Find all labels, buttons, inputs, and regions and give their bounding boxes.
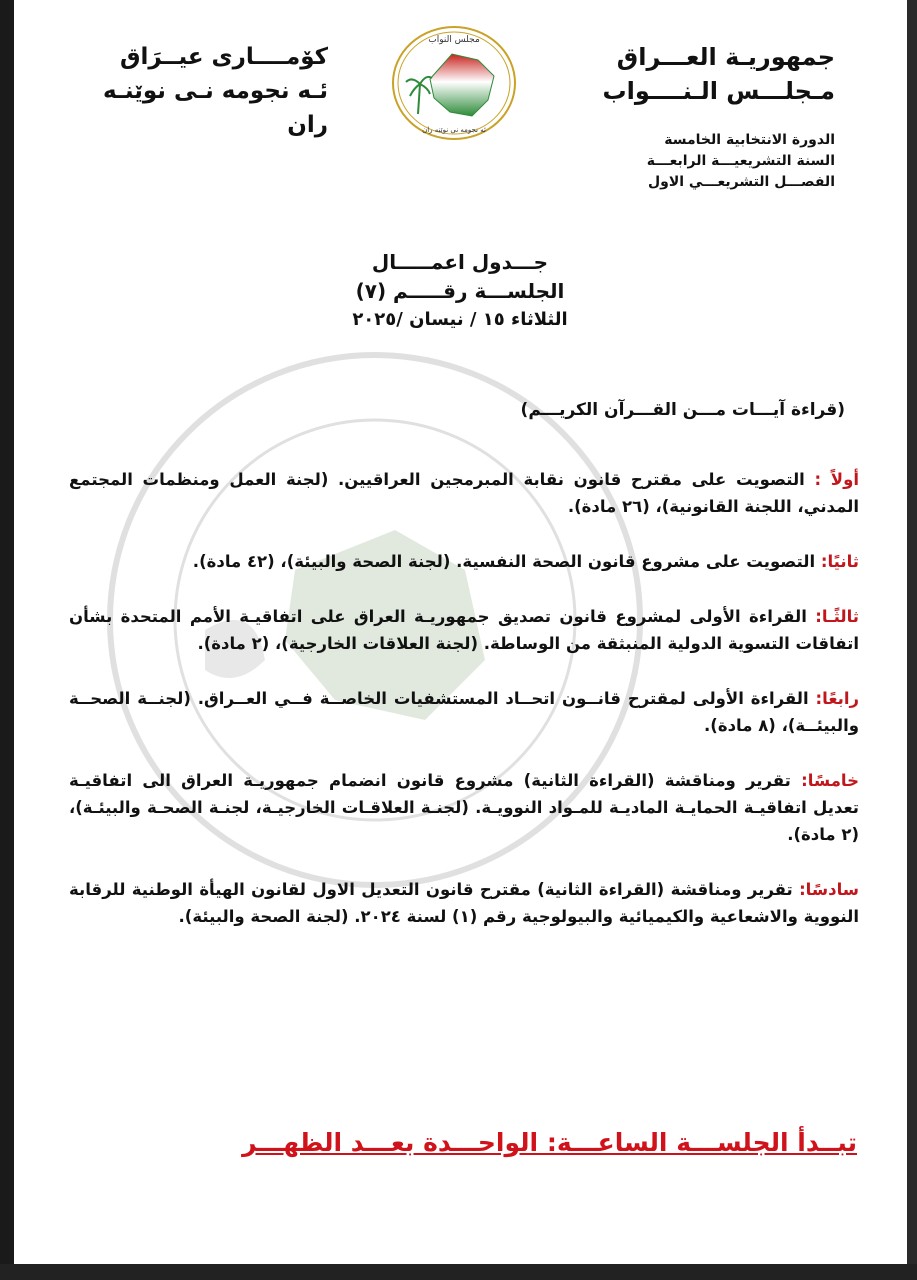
legislative-term: الفصـــل التشريعـــي الاول (647, 174, 835, 190)
agenda-item (69, 548, 859, 575)
agenda-item-label: ثالثًـا: (815, 607, 859, 626)
agenda-item-label: رابعًا: (815, 689, 859, 708)
agenda-title-block (250, 248, 670, 334)
photo-frame-left (0, 0, 14, 1280)
legislative-year: السنة التشريعيـــة الرابعـــة (646, 153, 835, 169)
country-name-arabic: جمهوريـة العـــراق (616, 43, 835, 71)
agenda-item-label: سادسًا: (799, 880, 859, 899)
agenda-item (69, 603, 859, 657)
agenda-item (69, 876, 859, 930)
agenda-item-label: ثانيًا: (820, 552, 859, 571)
agenda-item-text: التصويت على مقترح قانون نقابة المبرمجين العراقيين. (لجنة العمل ومنظمات المجتمع المدني، اللجنة القانونية)، (٢٦ مادة). (69, 470, 859, 516)
electoral-cycle: الدورة الانتخابية الخامسة (664, 132, 835, 148)
quran-recitation-line: (قراءة آيـــات مـــن القـــرآن الكريـــم) (520, 400, 845, 420)
agenda-item-text: تقرير ومناقشة (القراءة الثانية) مقترح قانون التعديل الاول لقانون الهيأة الوطنية للرقابة النووية والاشعاعية والكيميائية والبيولوجية رقم (١) لسنة ٢٠٢٤. (لجنة الصحة والبيئة). (69, 880, 859, 926)
council-name-kurdish: ئـه نجومه نـى نوێنـه ران (103, 78, 328, 138)
agenda-item-label: أولاً : (814, 470, 859, 489)
session-start-time: تبــدأ الجلســـة الساعـــة: الواحـــدة بعـــد الظهـــر (242, 1128, 857, 1157)
agenda-item (69, 466, 859, 520)
agenda-item-text: تقرير ومناقشة (القراءة الثانية) مشروع قانون انضمام جمهوريـة العراق الى اتفاقيـة تعديل اتفاقيـة الحمايـة الماديـة للمـواد النوويـة. (لجنـة العلاقـات الخارجيـة، لجنـة الصحـة والبيئـة)، (٢ مادة). (69, 771, 859, 844)
agenda-heading: جـــدول اعمـــــال (371, 250, 549, 274)
agenda-item (69, 685, 859, 739)
agenda-items (69, 466, 859, 958)
council-name-arabic: مـجلـــس الـنــــواب (602, 77, 835, 105)
agenda-item (69, 767, 859, 848)
photo-frame-bottom (0, 1264, 917, 1280)
agenda-item-text: القراءة الأولى لمشروع قانون تصديق جمهوريـة العراق على اتفاقيـة الأمم المتحدة بشأن اتفاقات التسوية الدولية المنبثقة من الوساطة. (لجنة العلاقات الخارجية)، (٢ مادة). (69, 607, 859, 653)
photo-frame-right (907, 0, 917, 1280)
agenda-item-label: خامسًا: (801, 771, 859, 790)
session-date: الثلاثاء ١٥ / نيسان /٢٠٢٥ (352, 309, 568, 330)
agenda-item-text: التصويت على مشروع قانون الصحة النفسية. (لجنة الصحة والبيئة)، (٤٢ مادة). (192, 552, 821, 571)
logo-bottom-text: ئه نجومه نى نوێنه ران (422, 126, 486, 134)
logo-top-text: مجلس النواب (428, 35, 480, 45)
header-left-block (78, 40, 328, 142)
header-right-block (575, 40, 835, 193)
agenda-item-text: القراءة الأولى لمقترح قانــون اتحــاد المستشفيات الخاصــة فــي العــراق. (لجنــة الصحــة والبيئــة)، (٨ مادة). (69, 689, 859, 735)
council-of-representatives-logo (390, 24, 518, 142)
session-number: الجلســـة رقـــــم (٧) (355, 279, 565, 303)
country-name-kurdish: كۆمــــارى عيــرَاق (119, 44, 328, 70)
